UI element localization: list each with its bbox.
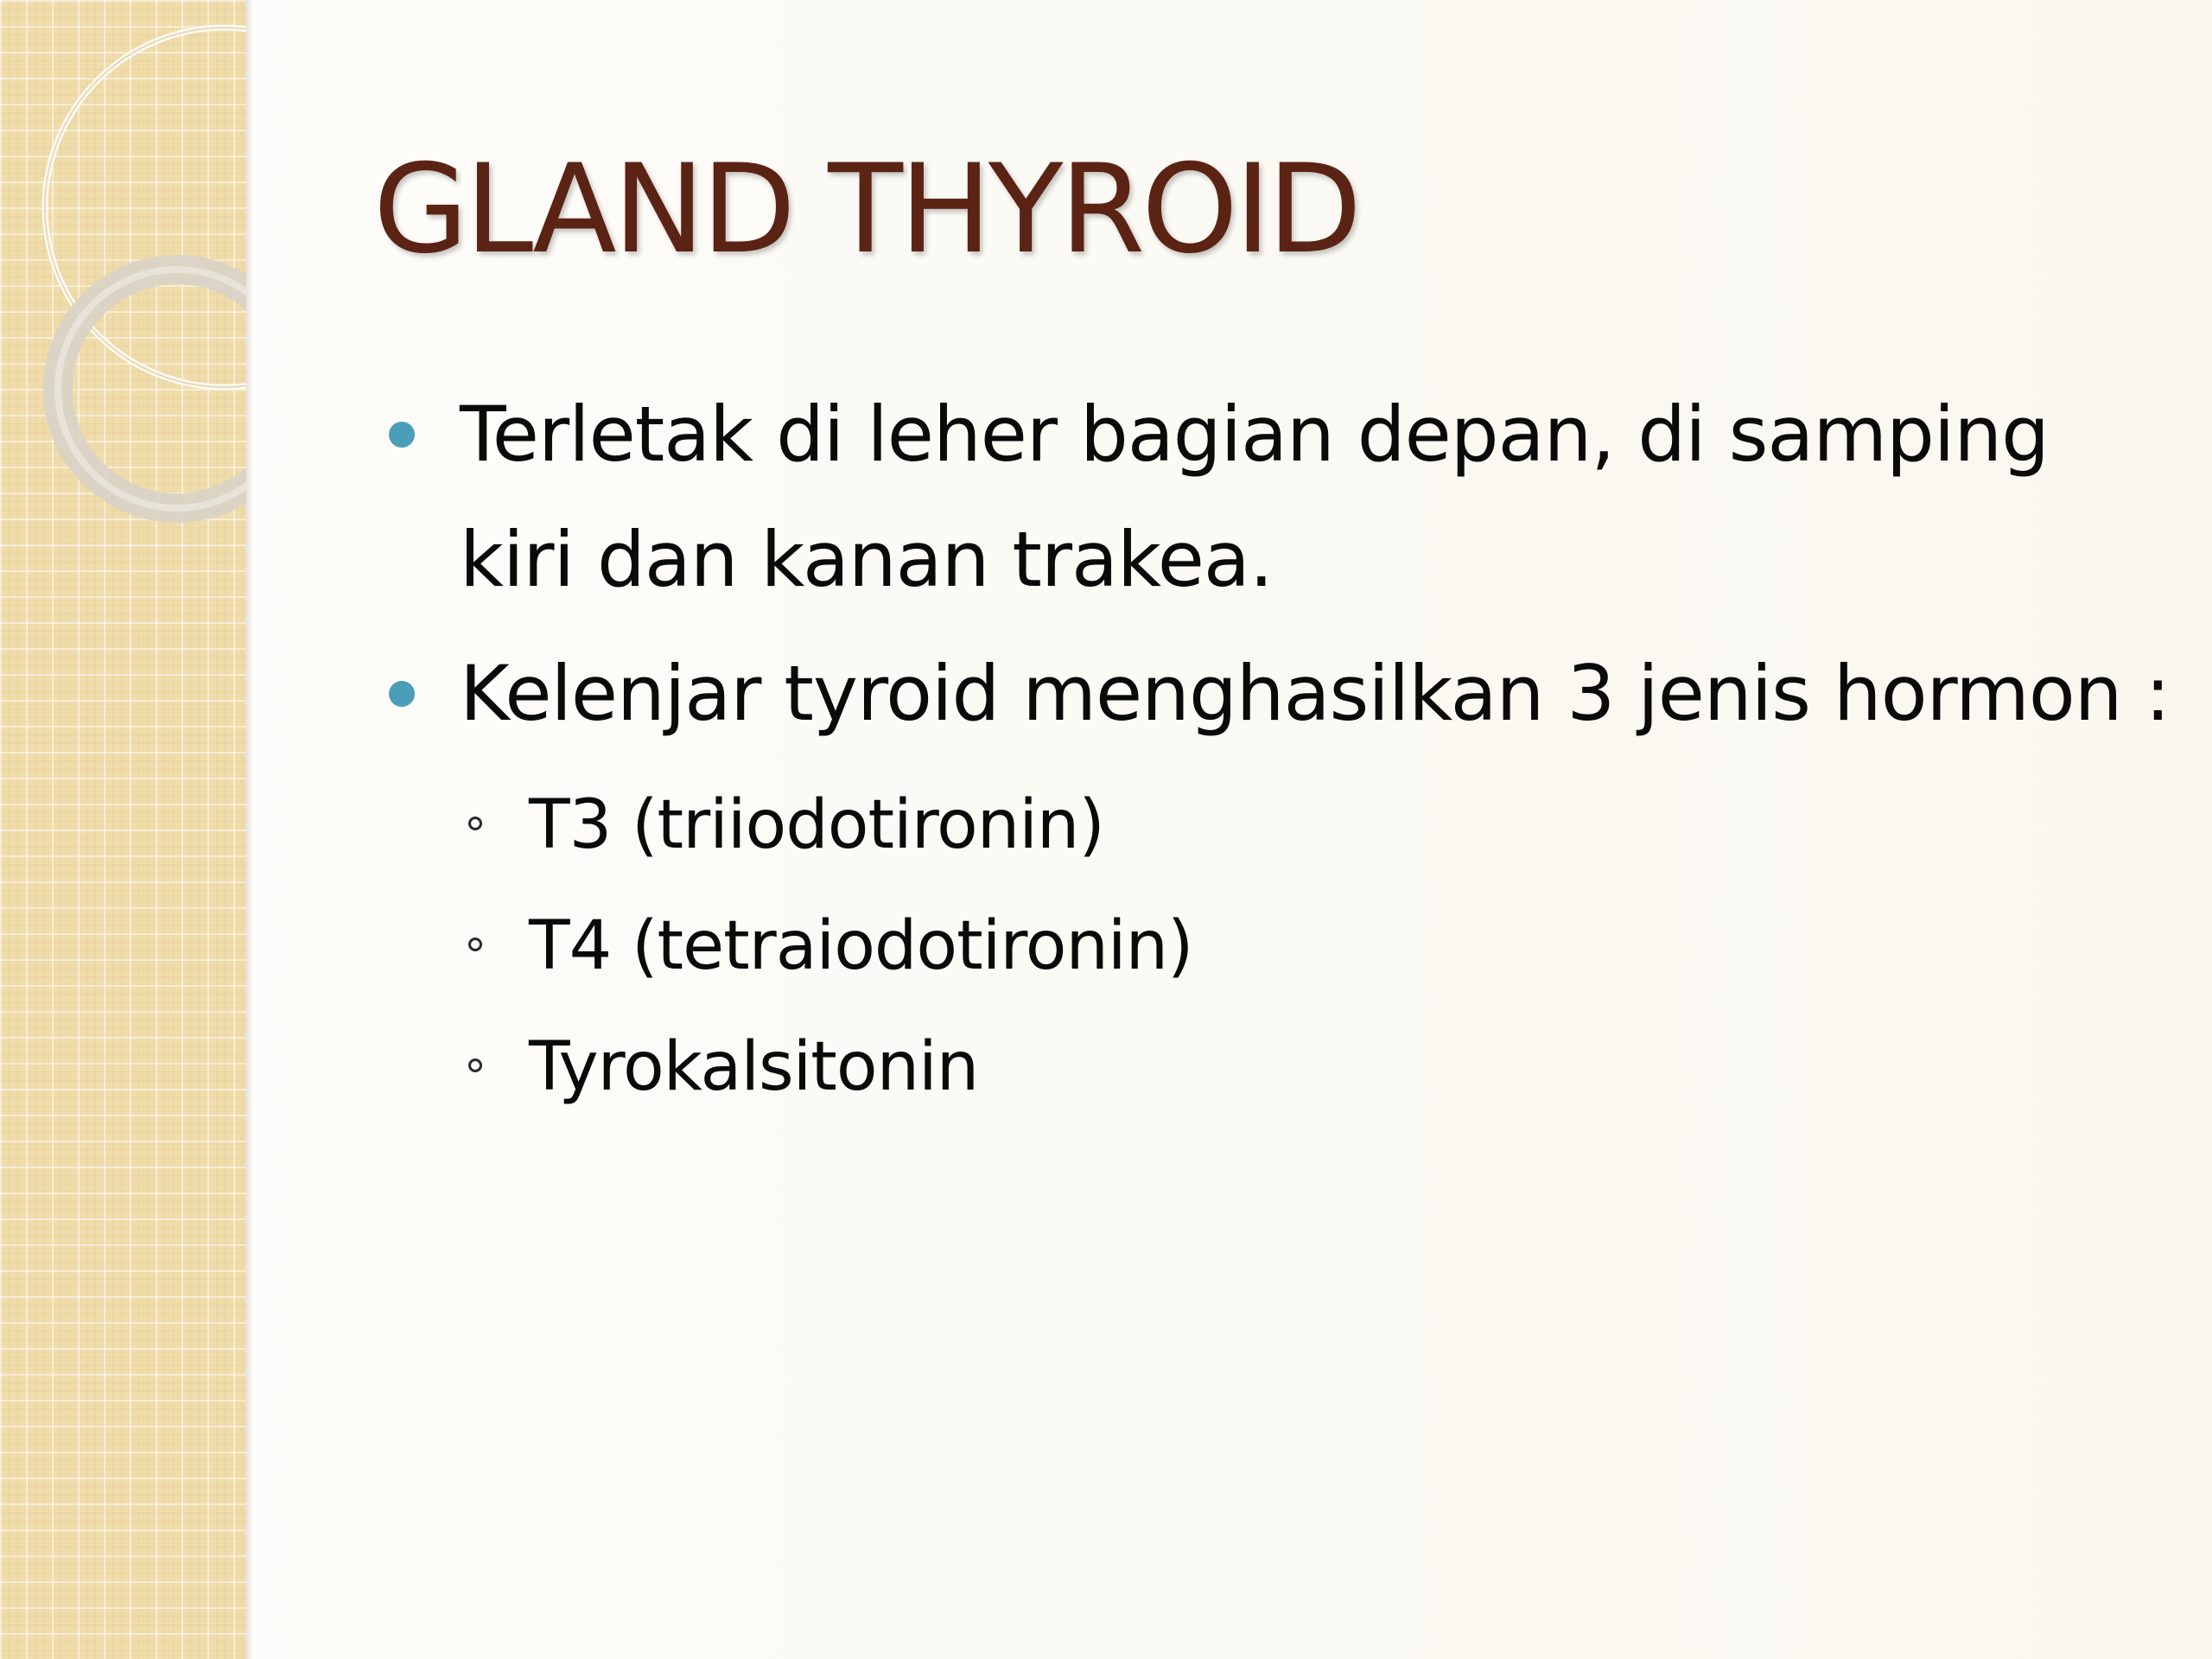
sub-bullet-item — [380, 765, 2177, 886]
sub-bullet-text: T3 (triiodotironin) — [529, 786, 1104, 864]
bullet-icon — [389, 681, 415, 707]
decorative-rings-icon — [0, 0, 246, 553]
sub-bullet-text: T4 (tetraiodotironin) — [529, 907, 1193, 985]
slide-title: GLAND THYROID — [373, 138, 1359, 281]
sub-bullet-list — [380, 765, 2177, 1128]
sub-bullet-icon — [468, 817, 482, 830]
bullet-text: Terletak di leher bagian depan, di samping kiri dan kanan trakea. — [460, 390, 2049, 604]
bullet-icon — [389, 422, 415, 448]
sub-bullet-icon — [468, 1058, 482, 1072]
sub-bullet-item — [380, 1007, 2177, 1128]
bullet-item — [380, 372, 2177, 622]
sub-bullet-text: Tyrokalsitonin — [529, 1028, 979, 1106]
bullet-item — [380, 631, 2177, 756]
sub-bullet-icon — [468, 938, 482, 951]
sub-bullet-item — [380, 886, 2177, 1007]
side-band-shadow — [246, 0, 253, 1659]
bullet-list — [380, 372, 2177, 1128]
bullet-text: Kelenjar tyroid menghasilkan 3 jenis hormon : — [460, 649, 2171, 738]
